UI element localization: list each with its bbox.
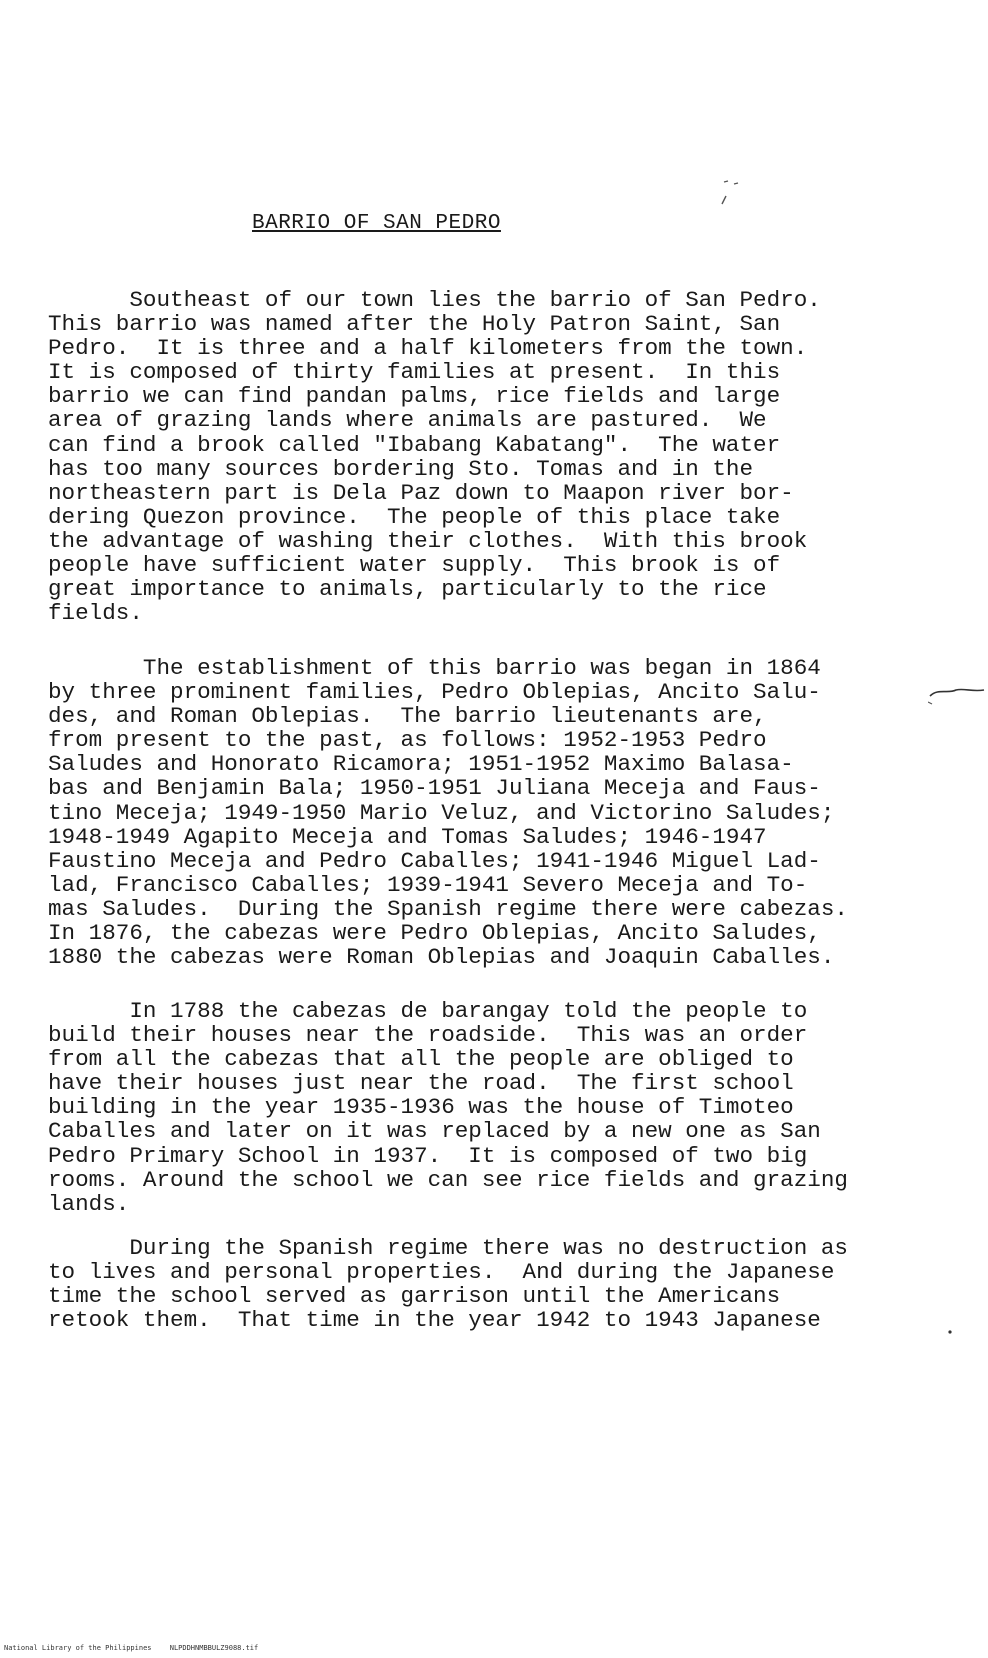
archive-footer [4,1644,272,1652]
file-id: NLPDDHNMBBULZ9088.tif [169,1644,259,1652]
scan-dot-icon [946,1328,954,1336]
library-name: National Library of the Philippines [4,1644,152,1652]
document-title: BARRIO OF SAN PEDRO [252,212,501,235]
paragraph-war-period: During the Spanish regime there was no destruction as to lives and personal properties. And during the Japanese time the school served as garrison until the Americans retook them. That time in the year 1942 to 1943 Japanese [48,1235,848,1334]
paragraph-establishment-history: The establishment of this barrio was began in 1864 by three prominent families, Pedro Oblepias, Ancito Salu- des, and Roman Oblepias. The barrio lieutenants are, from present to the past, as follows: 1952-1953 Pedro Saludes and Honorato Ricamora; 1951-1952 Maximo Balasa- bas and Benjamin Bala; 1950-1951 Juliana Meceja and Faus- tino Meceja; 1949-1950 Mario Veluz, and Victorino Saludes; 1948-1949 Agapito Meceja and Tomas Saludes; 1946-1947 Faustino Meceja and Pedro Caballes; 1941-1946 Miguel Lad- lad, Francisco Caballes; 1939-1941 Severo Meceja and To- mas Saludes. During the Spanish regime there were cabezas. In 1876, the cabezas were Pedro Oblepias, Ancito Saludes, 1880 the cabezas were Roman Oblepias and Joaquin Caballes. [48,655,848,971]
scan-stroke-margin-icon [928,676,986,712]
paragraph-houses-and-school: In 1788 the cabezas de barangay told the people to build their houses near the roadside. This was an order from all the cabezas that all the people are obliged to have their houses just near the road. The first school building in the year 1935-1936 was the house of Timoteo Caballes and later on it was replaced by a new one as San Pedro Primary School in 1937. It is composed of two big rooms. Around the school we can see rice fields and grazing lands. [48,998,848,1217]
scan-speck-top-icon [718,178,748,218]
paragraph-barrio-description: Southeast of our town lies the barrio of San Pedro. This barrio was named after the Holy Patron Saint, San Pedro. It is three and a half kilometers from the town. It is composed of thirty families at present. In this barrio we can find pandan palms, rice fields and large area of grazing lands where animals are pastured. We can find a brook called "Ibabang Kabatang". The water has too many sources bordering Sto. Tomas and in the northeastern part is Dela Paz down to Maapon river bor- dering Quezon province. The people of this place take the advantage of washing their clothes. With this brook people have sufficient water supply. This brook is of great importance to animals, particularly to the rice fields. [48,287,821,627]
